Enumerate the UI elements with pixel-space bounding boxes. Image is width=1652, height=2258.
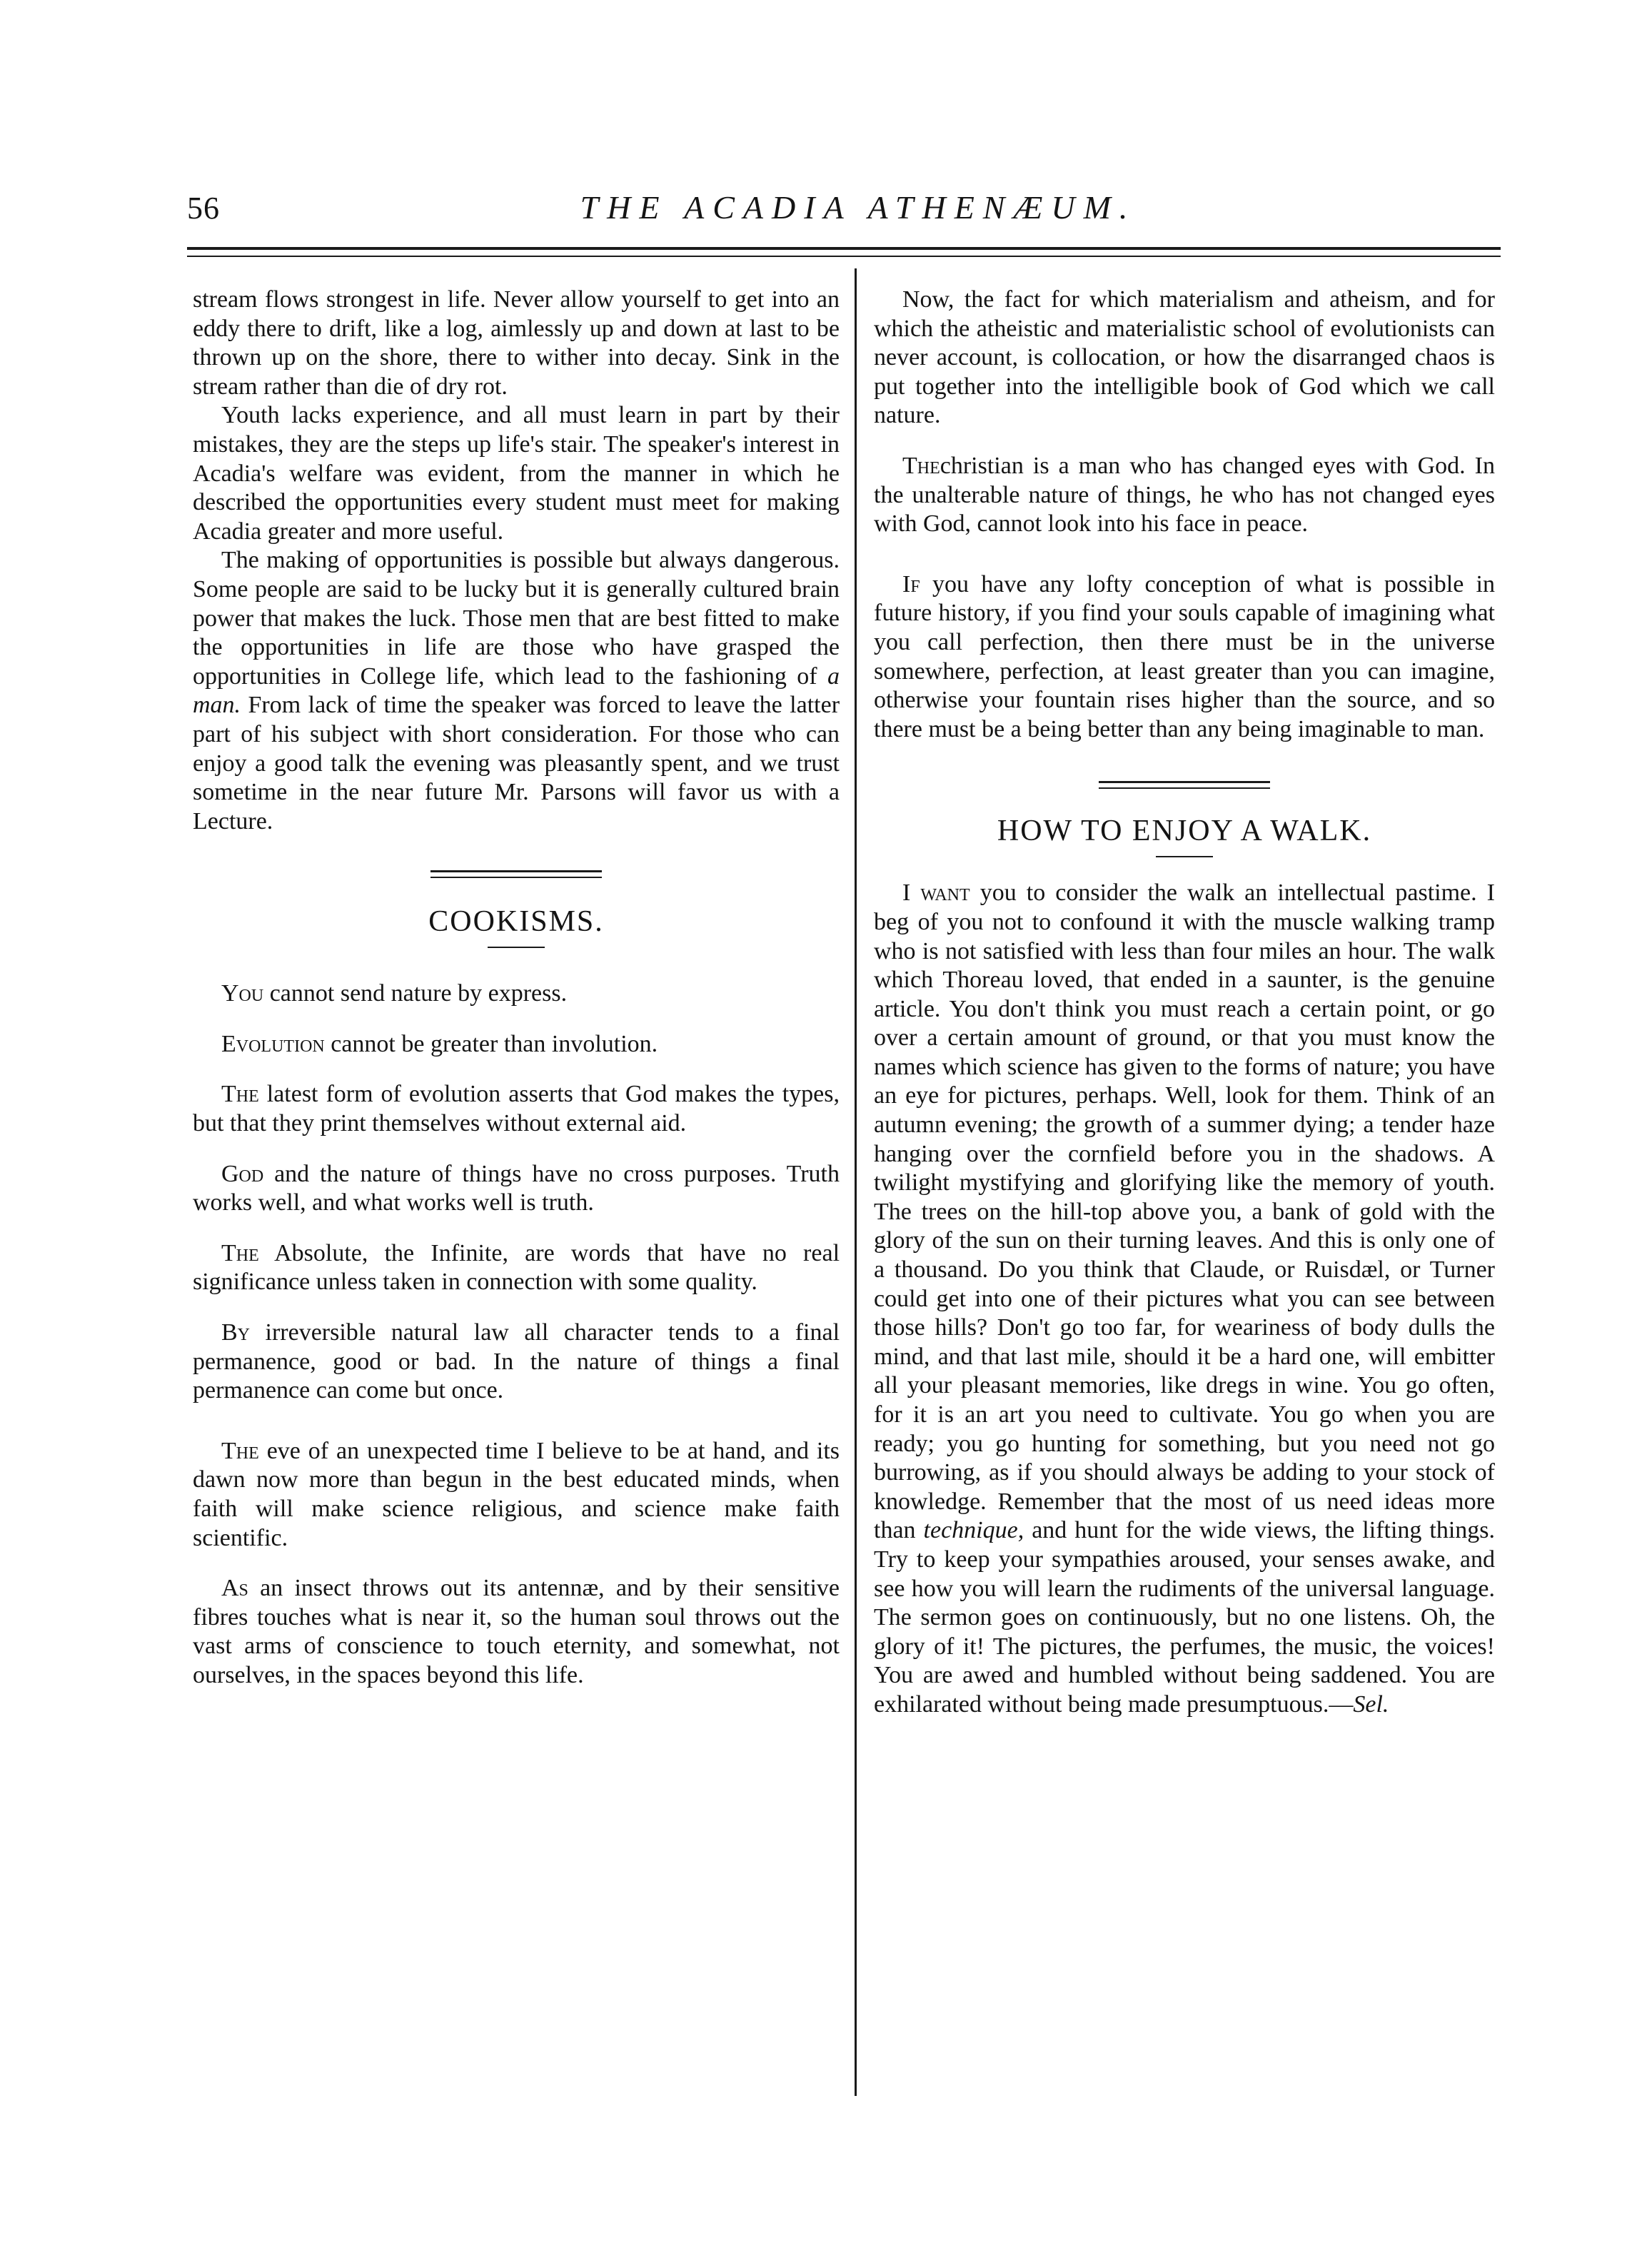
lead-word: The (221, 1081, 259, 1108)
paragraph: Youth lacks experience, and all must learn in part by their mistakes, they are the steps up life's stair. The speaker's interest in Acadia's welfare was evident, from the manner in which he described the opportunities every student must meet for making Acadia greater and more useful. (193, 402, 840, 545)
aphorism-text: christian is a man who has changed eyes with God. In the unalterable nature of things, he who has not changed eyes with God, cannot look into his face in peace. (874, 452, 1495, 538)
aphorism (874, 452, 1495, 539)
lead-word: God (221, 1160, 264, 1187)
header-rule-thick (187, 247, 1501, 250)
article-text: and hunt for the wide views, the lifting things. Try to keep your sympathies aroused, your senses awake, and see how you will learn the rudiments of the universal language. The sermon goes on continuously, but no one listens. Oh, the glory of it! The pictures, the perfumes, the music, the voices! You are awed and humbled without being saddened. You are exhilarated without being made presumptuous.— (874, 1517, 1496, 1718)
article-text: you to consider the walk an intellectual pastime. I beg of you not to confound it with the muscle walking tramp who is not satisfied with less than four miles an hour. The walk which Thoreau loved, that ended in a saunter, is the genuine article. You don't think you must reach a certain point, or go over a certain amount of ground, or that you must know the names which science has given to the forms of nature; you have an eye for pictures, perhaps. Well, look for them. Think of an autumn evening; the growth of a summer dying; a tender haze hanging over the cornfield before you in the shadows. A twilight mystifying and glorifying like the memory of youth. The trees on the hill-top above you, a bank of gold with the glory of the sun on their turning leaves. And this is only one of a thousand. Do you think that Claude, or Ruisdæl, or Turner could get into one of their pictures what you can see between those hills? Don't go too far, for weariness of body dulls the mind, and that last mile, should it be a hard one, will embitter all your pleasant memories, like dregs in wine. You go often, for it is an art you need to cultivate. You go when you are ready; you go hunting for something, but you need not go burrowing, as if you should always be adding to your stock of knowledge. Remember that the most of us need ideas more than (874, 879, 1496, 1544)
aphorism-text: cannot send nature by express. (269, 980, 568, 1007)
emphasis-text: technique, (923, 1517, 1024, 1544)
aphorism-text: cannot be greater than involution. (331, 1030, 658, 1057)
aphorism-text: Absolute, the Infinite, are words that have no real significance unless taken in connection with some quality. (193, 1239, 840, 1296)
aphorism-text: an insect throws out its antennæ, and by their sensitive fibres touches what is near it, so the human soul throws out the vast arms of conscience to touch eternity, and somewhat, not ourselves, in the spaces beyond this life. (193, 1575, 840, 1688)
lead-word: As (221, 1575, 248, 1602)
page-number: 56 (187, 191, 220, 226)
aphorism (193, 1319, 840, 1406)
lead-word: I want (902, 879, 970, 907)
aphorism (874, 570, 1495, 745)
section-divider (430, 870, 602, 878)
section-title-cookisms: COOKISMS. (428, 905, 604, 939)
paragraph-text: From lack of time the speaker was forced to leave the latter part of his subject with short consideration. For those who can enjoy a good talk the evening was pleasantly spent, and we trust sometime in the near future Mr. Parsons will favor us with a Lecture. (193, 692, 840, 835)
paragraph: stream flows strongest in life. Never allow yourself to get into an eddy there to drift, like a log, aimlessly up and down at last to be thrown up on the shore, there to wither into decay. Sink in the stream rather than die of dry rot. (193, 286, 840, 400)
lead-word: Evolution (221, 1030, 325, 1057)
lead-word: The (221, 1239, 259, 1266)
article-body (874, 879, 1495, 1719)
aphorism (193, 1239, 840, 1297)
aphorism (193, 1437, 840, 1553)
aphorism (193, 979, 840, 1009)
title-underline (488, 947, 545, 948)
source-signature: Sel. (1353, 1690, 1389, 1718)
aphorism (193, 1080, 840, 1138)
lead-word: The (221, 1437, 259, 1464)
header-rule-thin (187, 256, 1501, 257)
lead-word: If (902, 570, 920, 598)
aphorism-text: latest form of evolution asserts that God makes the types, but that they print themselves without external aid. (193, 1081, 840, 1137)
right-column (874, 286, 1495, 1720)
lead-word: You (221, 980, 264, 1007)
page-header (187, 180, 1501, 237)
emphasis-text: a man. (193, 662, 840, 719)
paragraph: Now, the fact for which materialism and atheism, and for which the atheistic and materialistic school of evolutionists can never account, is collocation, or how the disarranged chaos is put together into the intelligible book of God which we call nature. (874, 286, 1495, 429)
aphorism-text: irreversible natural law all character tends to a final permanence, good or bad. In the nature of things a final permanence can come but once. (193, 1319, 840, 1404)
paragraph-text: The making of opportunities is possible but always dangerous. Some people are said to be lucky but it is generally cultured brain power that makes the luck. Those men that are best fitted to make the opportunities in life are those who have grasped the opportunities in College life, which lead to the fashioning of (193, 547, 840, 690)
lead-word: The (902, 452, 940, 479)
column-divider (855, 268, 857, 2096)
section-divider (1099, 781, 1270, 789)
aphorism-text: you have any lofty conception of what is possible in future history, if you find your souls capable of imagining what you call perfection, then there must be in the universe somewhere, perfection, at least greater than you can imagine, otherwise your fountain rises higher than the source, and so there must be a being better than any being imaginable to man. (874, 570, 1496, 742)
aphorism (193, 1160, 840, 1218)
lead-word: By (221, 1319, 251, 1346)
aphorism-text: eve of an unexpected time I believe to be at hand, and its dawn now more than begun in the best educated minds, when faith will make science religious, and science make faith scientific. (193, 1437, 840, 1551)
title-underline (1156, 856, 1213, 857)
left-column (193, 286, 840, 1690)
aphorism-text: and the nature of things have no cross purposes. Truth works well, and what works well is truth. (193, 1160, 840, 1216)
paragraph (193, 546, 840, 836)
aphorism (193, 1574, 840, 1690)
journal-title: THE ACADIA ATHENÆUM. (580, 189, 1137, 226)
section-title-walk: HOW TO ENJOY A WALK. (997, 815, 1372, 848)
aphorism (193, 1030, 840, 1059)
